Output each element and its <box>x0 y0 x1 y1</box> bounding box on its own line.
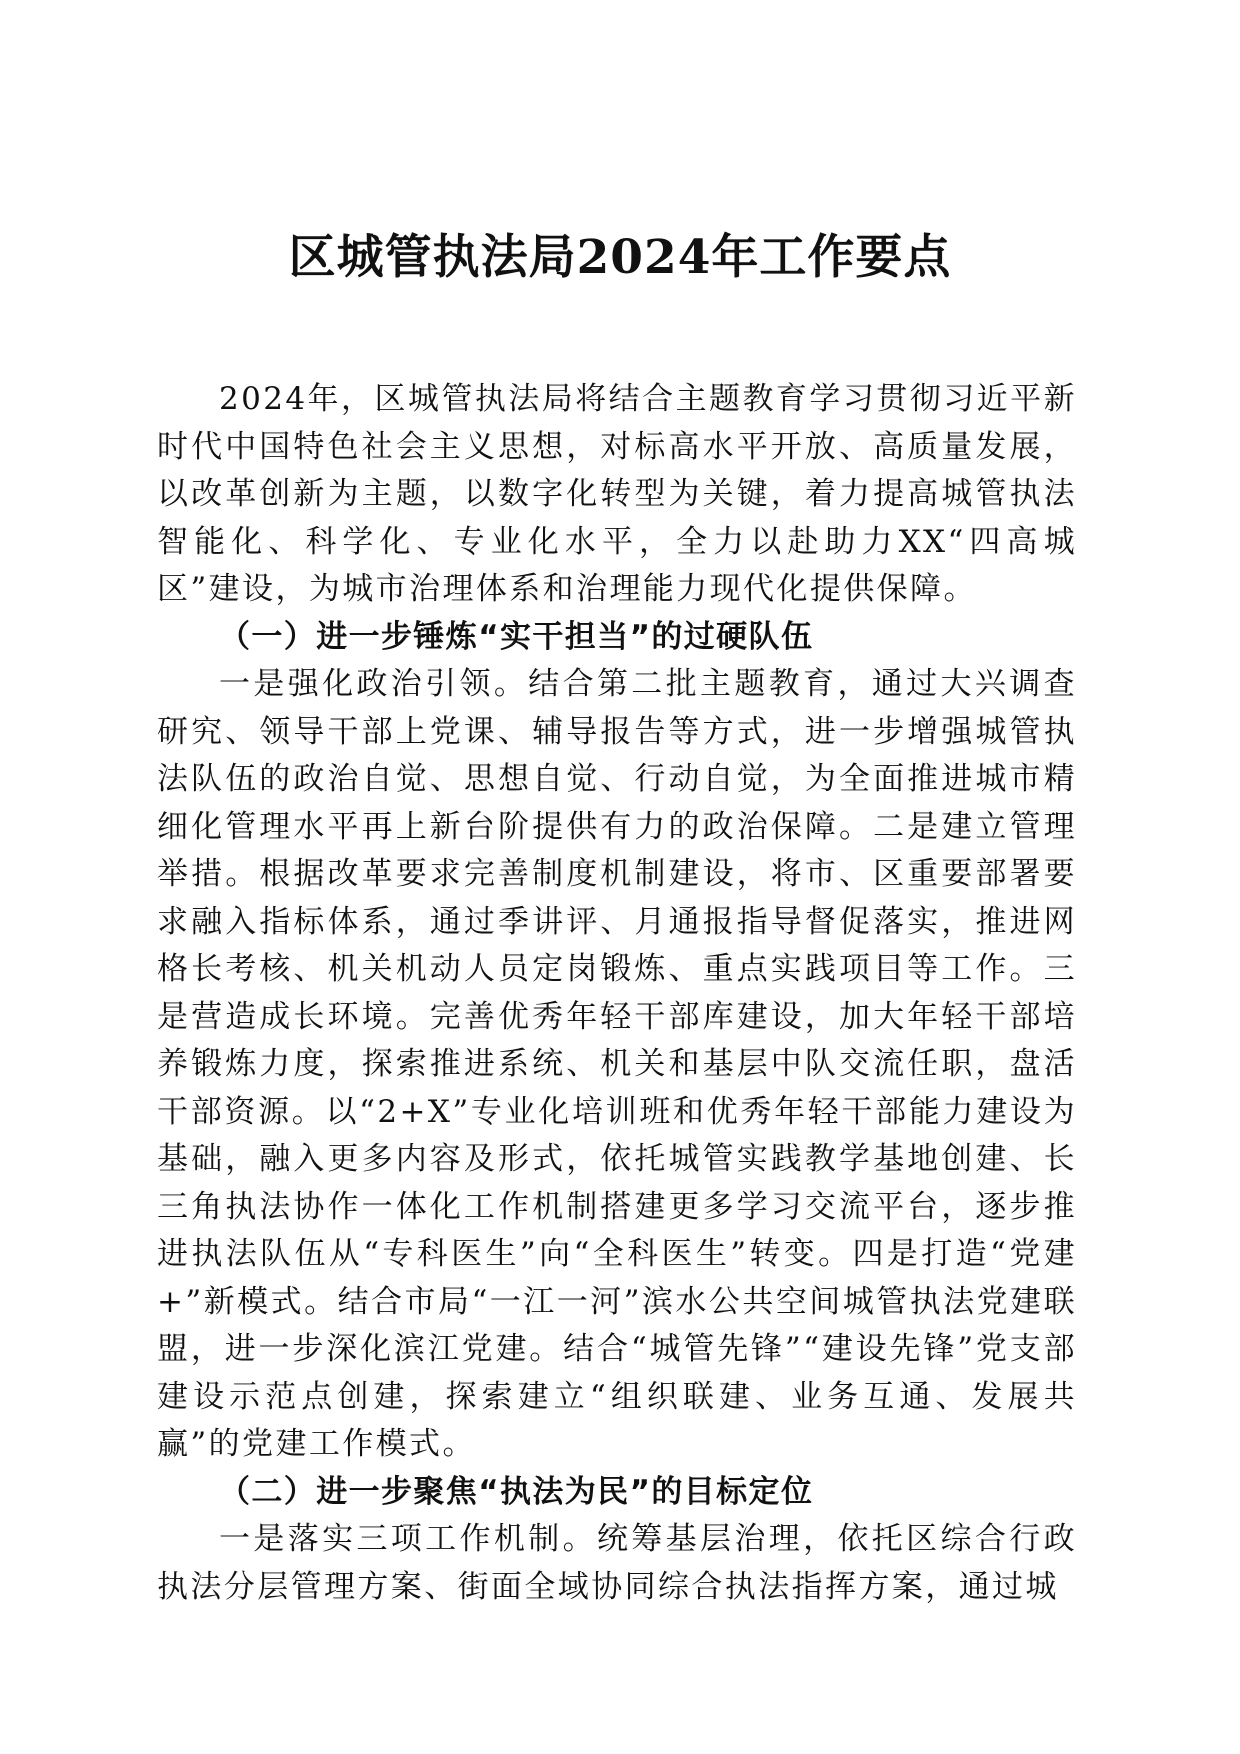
section-2-paragraph: 一是落实三项工作机制。统筹基层治理，依托区综合行政执法分层管理方案、街面全域协同综合执法指挥方案，通过城 <box>157 1521 1077 1605</box>
document-body <box>157 376 1077 1611</box>
intro-paragraph: 2024年，区城管执法局将结合主题教育学习贯彻习近平新时代中国特色社会主义思想，对标高水平开放、高质量发展，以改革创新为主题，以数字化转型为关键，着力提高城管执法智能化、科学化、专业化水平，全力以赴助力XX“四高城区”建设，为城市治理体系和治理能力现代化提供保障。 <box>157 381 1077 607</box>
document-title: 区城管执法局2024年工作要点 <box>288 230 952 285</box>
section-2-heading: （二）进一步聚焦“执法为民”的目标定位 <box>219 1473 814 1510</box>
section-1-heading: （一）进一步锤炼“实干担当”的过硬队伍 <box>219 618 814 655</box>
section-1-paragraph: 一是强化政治引领。结合第二批主题教育，通过大兴调查研究、领导干部上党课、辅导报告等方式，进一步增强城管执法队伍的政治自觉、思想自觉、行动自觉，为全面推进城市精细化管理水平再上新台阶提供有力的政治保障。二是建立管理举措。根据改革要求完善制度机制建设，将市、区重要部署要求融入指标体系，通过季讲评、月通报指导督促落实，推进网格长考核、机关机动人员定岗锻炼、重点实践项目等工作。三是营造成长环境。完善优秀年轻干部库建设，加大年轻干部培养锻炼力度，探索推进系统、机关和基层中队交流任职，盘活干部资源。以“2+X”专业化培训班和优秀年轻干部能力建设为基础，融入更多内容及形式，依托城管实践教学基地创建、长三角执法协作一体化工作机制搭建更多学习交流平台，逐步推进执法队伍从“专科医生”向“全科医生”转变。四是打造“党建+”新模式。结合市局“一江一河”滨水公共空间城管执法党建联盟，进一步深化滨江党建。结合“城管先锋”“建设先锋”党支部建设示范点创建，探索建立“组织联建、业务互通、发展共赢”的党建工作模式。 <box>157 666 1077 1462</box>
